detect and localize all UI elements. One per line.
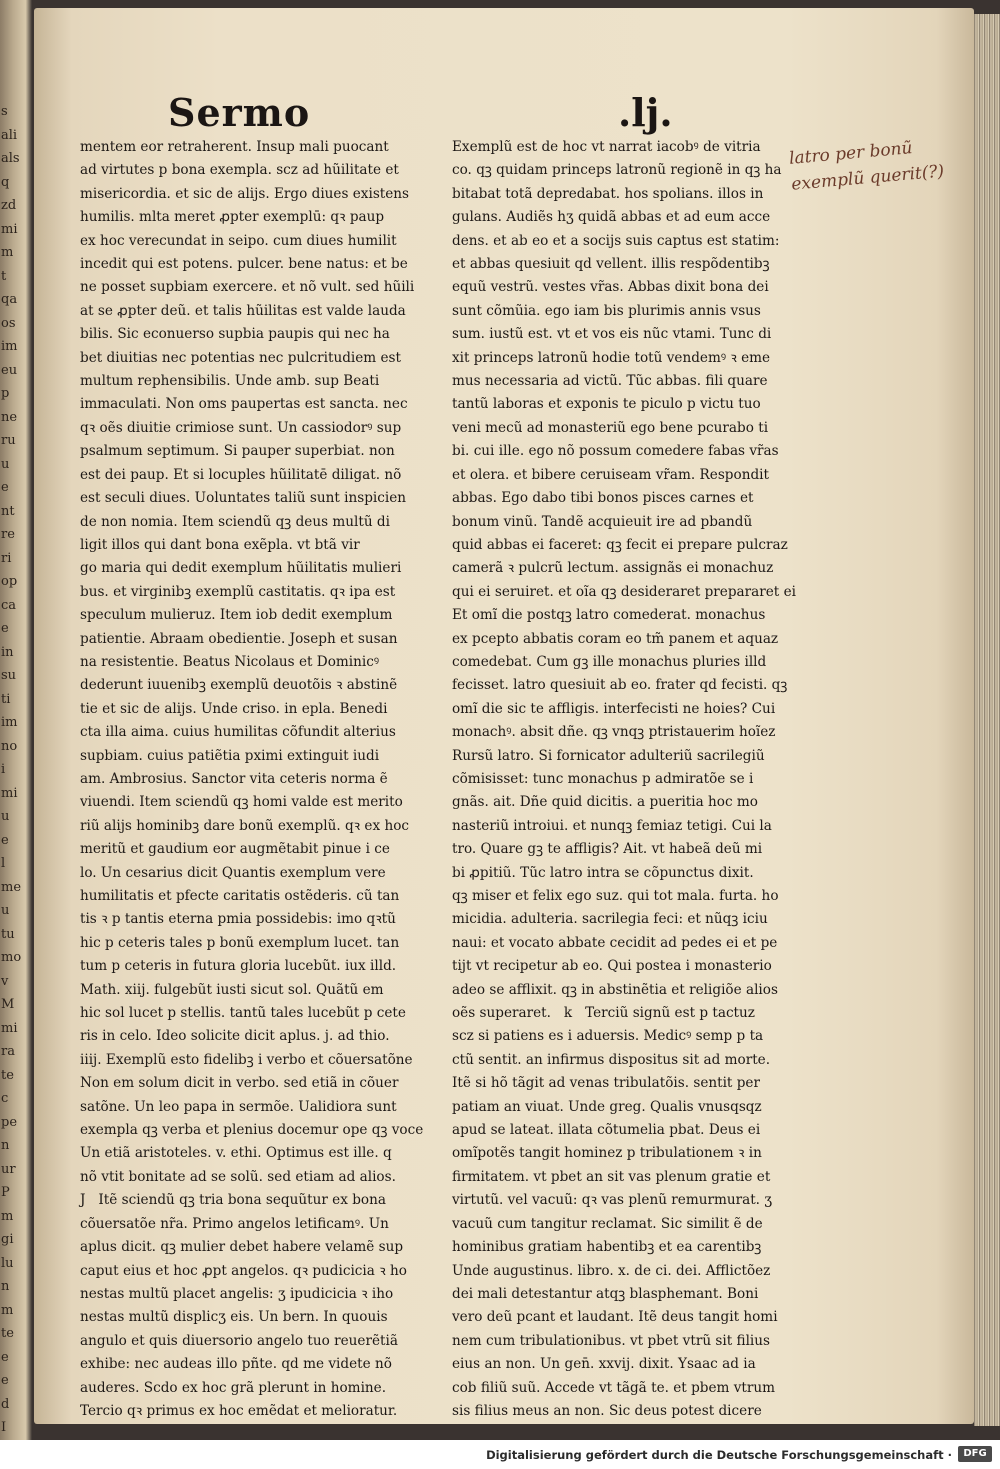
text-line: mus necessaria ad victũ. Tũc abbas. fili quare <box>452 373 768 390</box>
text-line: adeo se afflixit. qꝫ in abstinẽtia et religiõe alios <box>452 981 778 998</box>
text-line: aplus dicit. qꝫ mulier debet habere velamẽ sup <box>80 1239 404 1256</box>
text-line: psalmum septimum. Si pauper superbiat. non <box>80 443 395 460</box>
text-line: Tercio qꝛ primus ex hoc emẽdat et melioratur. <box>80 1402 398 1419</box>
text-line: patientie. Abraam obedientie. Joseph et susan <box>80 630 398 647</box>
footer-bar <box>0 1440 1000 1469</box>
text-line: eius an non. Un gen̄. xxvij. dixit. Ysaac ad ia <box>452 1356 756 1373</box>
text-line: bi ꝓpitiũ. Tũc latro intra se cõpunctus dixit. <box>452 864 754 881</box>
text-line: Non em solum dicit in verbo. sed etiã in cõuer <box>80 1075 399 1092</box>
text-line: fecisset. latro quesiuit ab eo. frater qd fecisti. qꝫ <box>452 677 788 694</box>
text-line: exempla qꝫ verba et plenius docemur ope qꝫ voce <box>80 1122 424 1139</box>
text-line: apud se lateat. illata cõtumelia pbat. Deus ei <box>452 1122 761 1139</box>
text-line: Math. xiij. fulgebũt iusti sicut sol. Quãtũ em <box>80 981 384 998</box>
text-line: ctũ sentit. an infirmus dispositus sit ad morte. <box>452 1051 771 1068</box>
text-line: omĩ die sic te affligis. interfecisti ne hoies? Cui <box>452 700 776 717</box>
text-line: cta illa aima. cuius humilitas cõfundit alterius <box>80 724 396 741</box>
text-line: veni mecũ ad monasteriũ ego bene pcurabo ti <box>452 419 769 436</box>
text-line: oẽs superaret. k Terciũ signũ est p tactuz <box>452 1005 755 1022</box>
text-line: cõuersatõe nr̃a. Primo angelos letificamꝰ. Un <box>80 1215 389 1232</box>
dfg-logo: DFG <box>958 1446 992 1462</box>
text-line: de non nomia. Item sciendũ qꝫ deus multũ di <box>80 513 390 530</box>
text-line: am. Ambrosius. Sanctor vita ceteris norma ẽ <box>80 770 388 787</box>
folio-number: .lj. <box>618 90 673 135</box>
facing-page-edge <box>0 0 32 1440</box>
text-line: multum rephensibilis. Unde amb. sup Beati <box>80 373 380 390</box>
text-line: hominibus gratiam habentibꝫ et ea carentibꝫ <box>452 1239 762 1256</box>
text-line: camerã ꝛ pulcrũ lectum. assignãs ei monachuz <box>452 560 774 577</box>
text-line: gnãs. ait. Dñe quid dicitis. a pueritia hoc mo <box>452 794 758 811</box>
running-header-title: Sermo <box>168 90 311 135</box>
text-line: hic p ceteris tales p bonũ exemplum lucet. tan <box>80 934 400 951</box>
page-stack-edge <box>974 14 1000 1426</box>
text-line: qꝫ miser et felix ego suz. qui tot mala. furta. ho <box>452 888 779 904</box>
text-line: speculum mulieruz. Item iob dedit exemplum <box>80 607 393 624</box>
funding-credit: Digitalisierung gefördert durch die Deutsche Forschungsgemeinschaft · <box>486 1448 952 1462</box>
text-line: firmitatem. vt pbet an sit vas plenum gratie et <box>452 1168 771 1185</box>
text-line: equũ vestrũ. vestes vr̃as. Abbas dixit bona dei <box>452 279 769 296</box>
text-line: dei mali detestantur atqꝫ blasphemant. Boni <box>452 1285 759 1302</box>
text-line: cob filiũ suũ. Accede vt tãgã te. et pbem vtrum <box>452 1379 776 1396</box>
text-line: quid abbas ei faceret: qꝫ fecit ei prepare pulcraz <box>452 536 788 553</box>
text-line: bus. et virginibꝫ exemplũ castitatis. qꝛ ipa est <box>80 583 396 600</box>
text-line: angulo et quis diuersorio angelo tuo reuerẽtiã <box>80 1332 398 1349</box>
text-line: et olera. et bibere ceruiseam vr̃am. Respondit <box>452 466 769 483</box>
text-line: at se ꝓpter deũ. et talis hũilitas est valde lauda <box>80 302 406 319</box>
text-line: xit princeps latronũ hodie totũ vendemꝰ ꝛ eme <box>452 349 771 366</box>
text-line: Exemplũ est de hoc vt narrat iacobꝰ de vitria <box>452 139 761 155</box>
text-line: ex pcepto abbatis coram eo tm̃ panem et aquaz <box>452 630 779 647</box>
text-line: ris in celo. Ideo solicite dicit aplus. j. ad thio. <box>80 1028 390 1045</box>
text-line: comedebat. Cum gꝫ ille monachus pluries illd <box>452 653 767 670</box>
text-line: tijt vt recipetur ab eo. Qui postea i monasterio <box>452 958 772 975</box>
text-line: Rursũ latro. Si fornicator adulteriũ sacrilegiũ <box>452 747 765 764</box>
text-line: mentem eor retraherent. Insup mali puocant <box>80 139 389 155</box>
right-text-column <box>452 136 796 1423</box>
text-line: gulans. Audiẽs hʒ quidã abbas et ad eum acce <box>452 209 771 226</box>
text-line: hic sol lucet p stellis. tantũ tales lucebũt p cete <box>80 1005 406 1022</box>
text-line: abbas. Ego dabo tibi bonos pisces carnes et <box>452 490 754 507</box>
text-line: bet diuitias nec potentias nec pulcritudiem est <box>80 349 401 366</box>
text-line: tantũ laboras et exponis te piculo p victu tuo <box>452 396 761 413</box>
text-line: ad virtutes p bona exempla. scz ad hũilitate et <box>80 162 399 179</box>
text-line: est dei paup. Et si locuples hũilitatē diligat. nõ <box>80 466 402 483</box>
text-line: Et omĩ die postqꝫ latro comederat. monachus <box>452 607 766 624</box>
facing-page-text: s ali als q zd mi m t qa os im eu p ne ru u e nt re ri op ca e in su ti im no i mi u e l me u tu mo v M mi ra te c pe n ur P m gi lu n m te e e d I <box>1 104 22 1435</box>
text-line: iiij. Exemplũ esto fidelibꝫ i verbo et cõuersatõne <box>80 1051 413 1068</box>
text-line: incedit qui est potens. pulcer. bene natus: et be <box>80 256 408 273</box>
text-line: monachꝰ. absit dñe. qꝫ vnqꝫ ptristauerim hoĩez <box>452 724 776 741</box>
text-line: Itẽ si hõ tãgit ad venas tribulatõis. sentit per <box>452 1075 760 1092</box>
text-line: virtutũ. vel vacuũ: qꝛ vas plenũ remurmurat. ʒ <box>452 1192 772 1209</box>
text-line: meritũ et gaudium eor augmẽtabit pinue i ce <box>80 841 390 858</box>
text-line: satõne. Un leo papa in sermõe. Ualidiora sunt <box>80 1098 397 1115</box>
text-line: ligit illos qui dant bona exẽpla. vt btã vir <box>80 536 360 553</box>
text-line: qui ei seruiret. et oĩa qꝫ desideraret prepararet ei <box>452 583 796 600</box>
text-line: cõmisisset: tunc monachus p admiratõe se i <box>452 770 758 787</box>
left-text-column <box>80 136 424 1423</box>
text-line: tro. Quare gꝫ te affligis? Ait. vt habeã deũ mi <box>452 841 763 858</box>
text-line: ex hoc verecundat in seipo. cum diues humilit <box>80 232 397 249</box>
text-line: Un etiã aristoteles. v. ethi. Optimus est ille. q <box>80 1145 392 1162</box>
text-line: misericordia. et sic de alijs. Ergo diues existens <box>80 185 410 202</box>
text-line: vacuũ cum tangitur reclamat. Sic similit ẽ de <box>452 1215 763 1232</box>
text-line: tie et sic de alijs. Unde criso. in epla. Benedi <box>80 700 388 717</box>
text-line: J Itẽ sciendũ qꝫ tria bona sequũtur ex bona <box>80 1192 386 1209</box>
text-line: viuendi. Item sciendũ qꝫ homi valde est merito <box>80 794 403 811</box>
text-line: dens. et ab eo et a socijs suis captus est statim: <box>452 232 780 249</box>
text-line: qꝛ oẽs diuitie crimiose sunt. Un cassiodorꝰ sup <box>80 419 402 436</box>
text-line: nõ vtit bonitate ad se solũ. sed etiam ad alios. <box>80 1168 396 1185</box>
text-line: go maria qui dedit exemplum hũilitatis mulieri <box>80 560 402 577</box>
text-line: nasteriũ introiui. et nunqꝫ femiaz tetigi. Cui la <box>452 817 772 834</box>
text-line: co. qꝫ quidam princeps latronũ regionẽ in qꝫ ha <box>452 162 782 179</box>
text-line: sis filius meus an non. Sic deus potest dicere <box>452 1402 762 1419</box>
text-line: caput eius et hoc ꝓpt angelos. qꝛ pudicicia ꝛ ho <box>80 1262 407 1279</box>
text-line: naui: et vocato abbate cecidit ad pedes ei et pe <box>452 934 778 951</box>
text-line: immaculati. Non oms paupertas est sancta. nec <box>80 396 408 413</box>
text-line: exhibe: nec audeas illo pñte. qd me videte nõ <box>80 1356 392 1373</box>
text-line: tis ꝛ p tantis eterna pmia possidebis: imo qꝛtũ <box>80 911 396 928</box>
text-line: sum. iustũ est. vt et vos eis nũc vtami. Tunc di <box>452 326 772 343</box>
text-line: bonum vinũ. Tandẽ acquieuit ire ad pbandũ <box>452 513 753 530</box>
text-line: scz si patiens es i aduersis. Medicꝰ semp p ta <box>452 1028 764 1045</box>
text-line: patiam an viuat. Unde greg. Qualis vnusqsqz <box>452 1098 762 1115</box>
text-line: na resistentie. Beatus Nicolaus et Dominicꝰ <box>80 653 380 670</box>
text-line: bi. cui ille. ego nõ possum comedere fabas vr̃as <box>452 443 779 460</box>
text-line: micidia. adulteria. sacrilegia feci: et nũqꝫ iciu <box>452 911 768 928</box>
text-line: humilis. mlta meret ꝓpter exemplū: qꝛ paup <box>80 209 385 226</box>
text-line: ne posset supbiam exercere. et nõ vult. sed hũili <box>80 279 415 296</box>
text-line: sunt cõmũia. ego iam bis plurimis annis vsus <box>452 302 761 319</box>
text-line: humilitatis et pfecte caritatis ostẽderis. cũ tan <box>80 888 400 904</box>
text-line: supbiam. cuius patiẽtia pximi extinguit iudi <box>80 747 380 764</box>
text-line: dederunt iuuenibꝫ exemplũ deuotõis ꝛ abstinẽ <box>80 677 398 694</box>
text-line: omĩpotẽs tangit hominez p tribulationem ꝛ in <box>452 1145 762 1162</box>
text-line: est seculi diues. Uoluntates taliũ sunt inspicien <box>80 490 407 507</box>
text-line: nem cum tribulationibus. vt pbet vtrũ sit filius <box>452 1332 770 1349</box>
text-line: riũ alijs hominibꝫ dare bonũ exemplũ. qꝛ ex hoc <box>80 817 410 834</box>
text-line: bitabat totã depredabat. hos spolians. illos in <box>452 185 764 202</box>
text-line: tum p ceteris in futura gloria lucebũt. iux illd. <box>80 958 397 975</box>
text-line: auderes. Scdo ex hoc grã plerunt in homine. <box>80 1379 387 1396</box>
text-line: nestas multũ displicʒ eis. Un bern. In quouis <box>80 1309 388 1326</box>
text-line: vero deũ pcant et laudant. Itẽ deus tangit homi <box>452 1309 778 1326</box>
marginal-annotation: latro per bonũ exemplũ querit(?) <box>788 138 945 195</box>
text-line: Unde augustinus. libro. x. de ci. dei. Afflictõez <box>452 1262 771 1279</box>
text-line: bilis. Sic econuerso supbia paupis qui nec ha <box>80 326 390 343</box>
text-line: lo. Un cesarius dicit Quantis exemplum vere <box>80 864 386 881</box>
text-line: et abbas quesiuit qd vellent. illis respõdentibꝫ <box>452 256 770 273</box>
text-line: nestas multũ placet angelis: ʒ ipudicicia ꝛ iho <box>80 1285 394 1302</box>
